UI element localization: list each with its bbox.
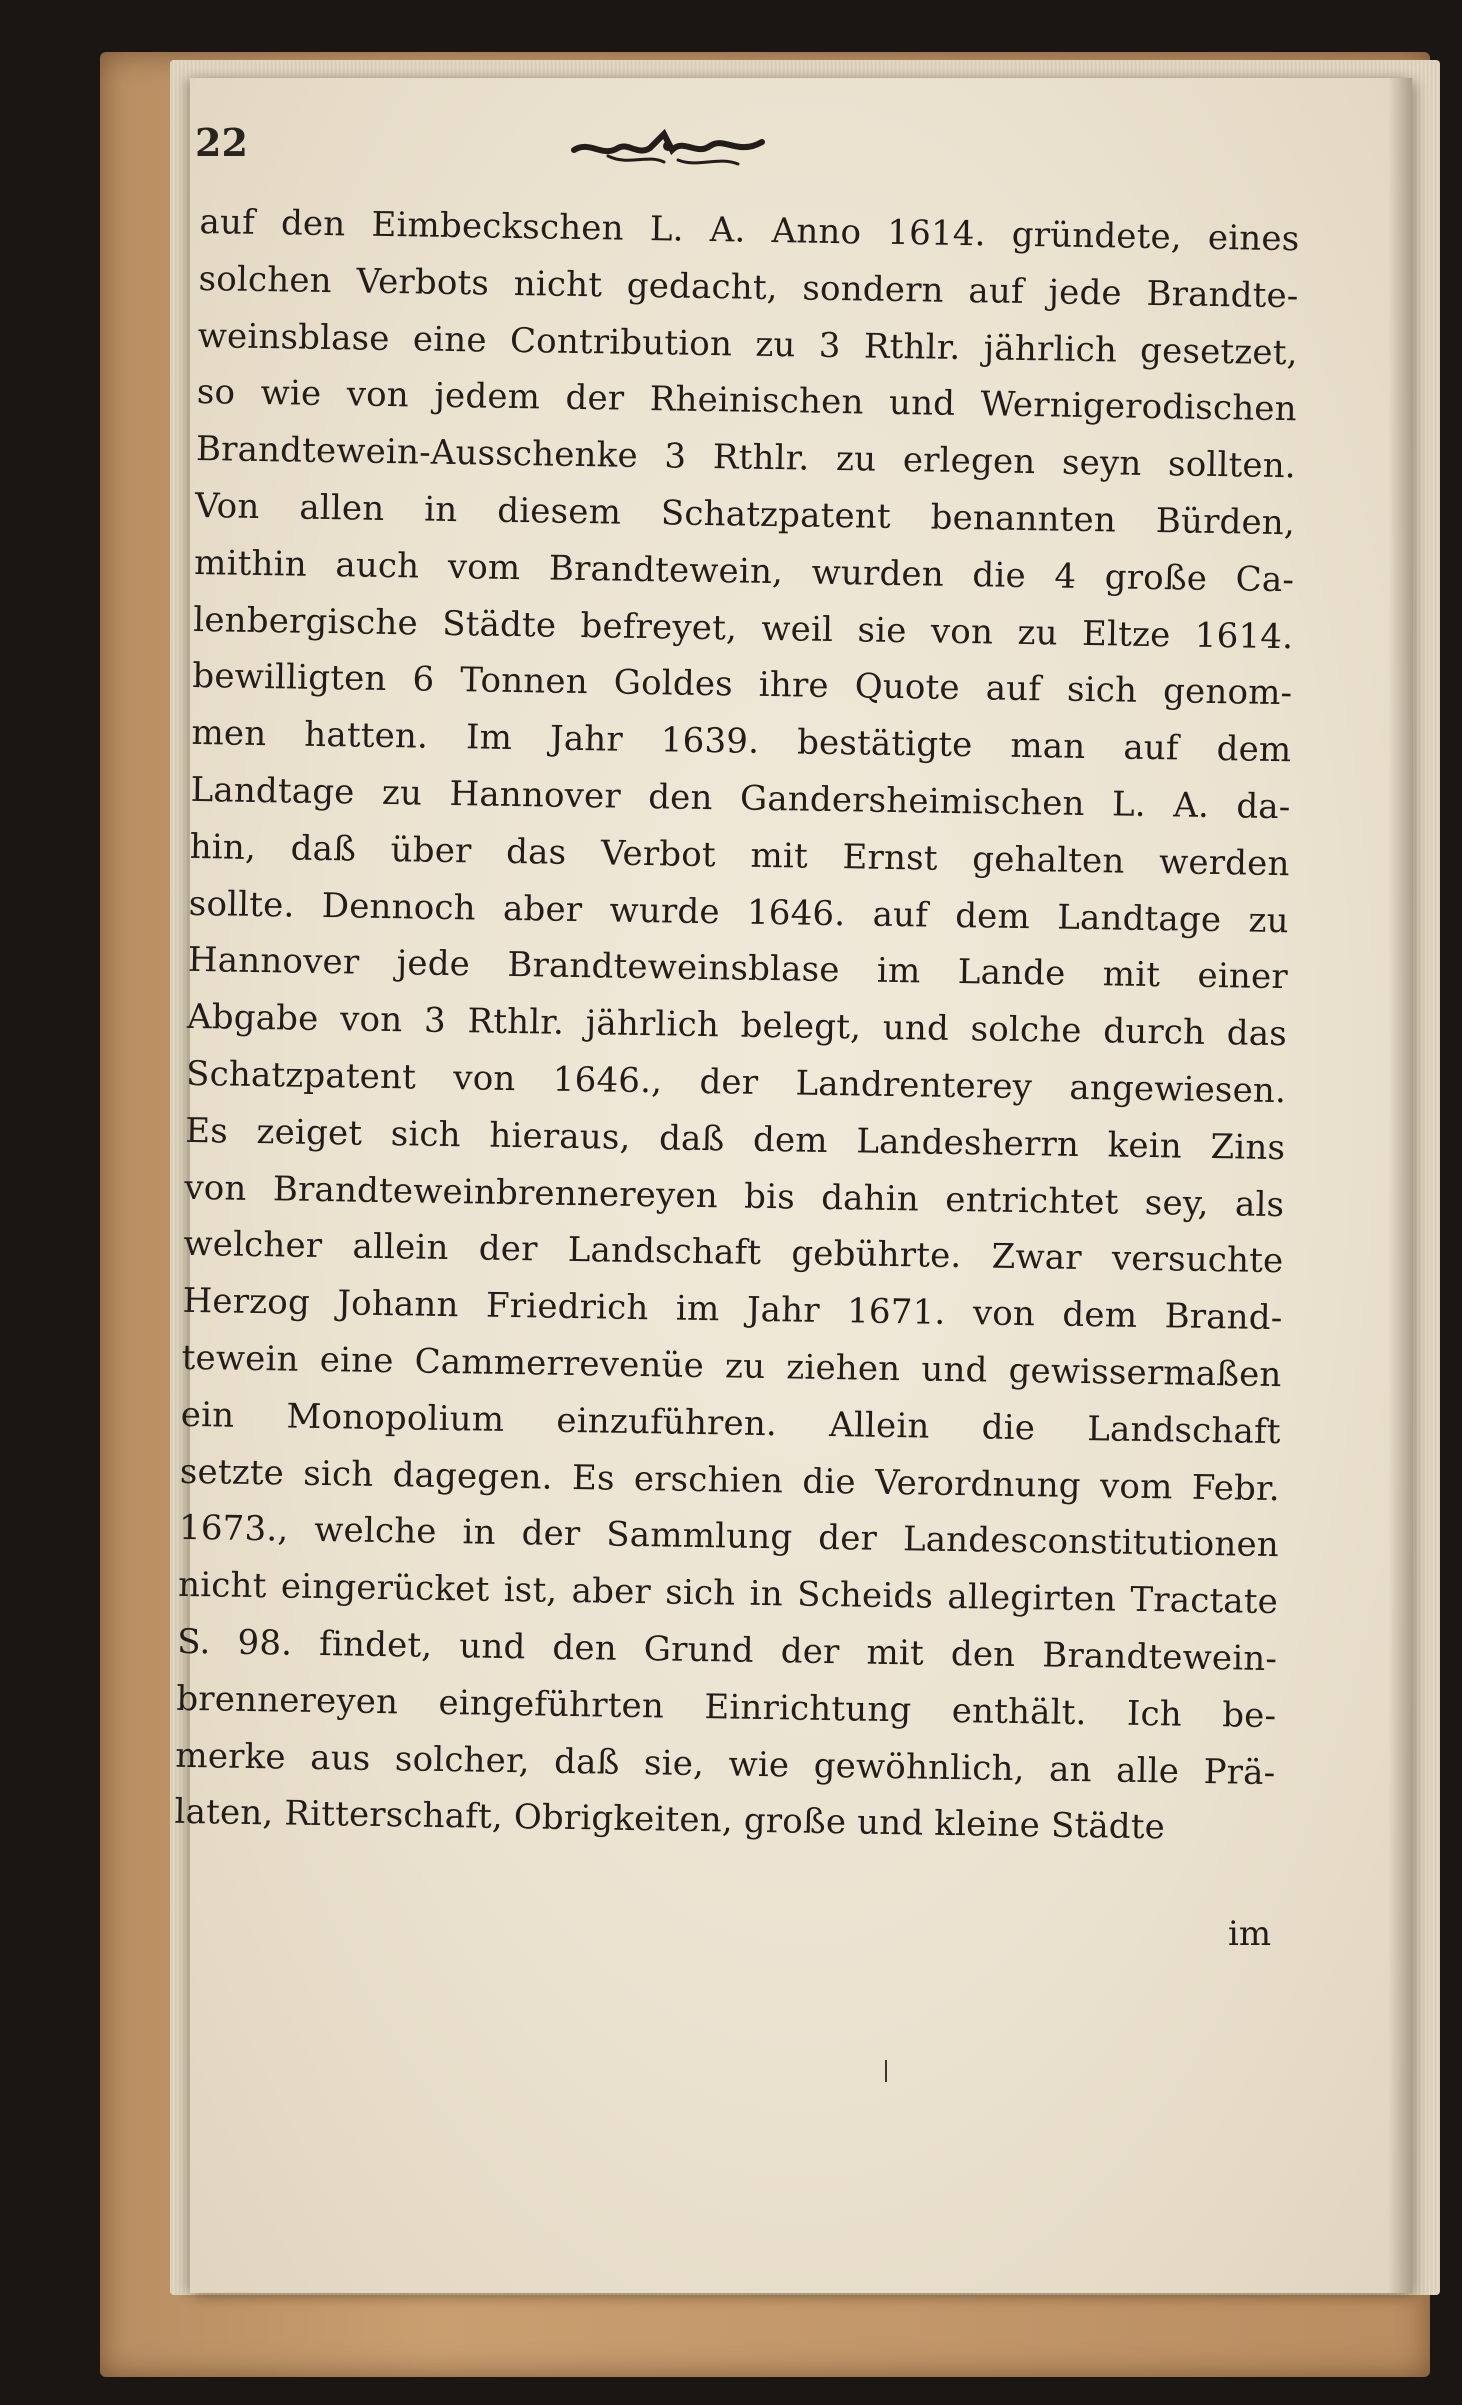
page-speck — [885, 2060, 887, 2082]
text-line: laten, Ritterschaft, Obrigkeiten, große und kleine Städte — [174, 1792, 1166, 1848]
text-line: hin, daß über das Verbot mit Ernst gehalten werden — [189, 826, 1290, 884]
catchword: im — [1228, 1914, 1272, 1954]
text-line: lenbergische Städte befreyet, weil sie von zu Eltze 1614. — [193, 599, 1294, 657]
text-line: tewein eine Cammerrevenüe zu ziehen und gewissermaßen — [181, 1337, 1282, 1396]
text-line: men hatten. Im Jahr 1639. bestätigte man auf dem — [191, 713, 1292, 771]
text-line: sollte. Dennoch aber wurde 1646. auf dem Landtage zu — [188, 883, 1290, 941]
text-line: Landtage zu Hannover den Gandersheimischen L. A. da- — [190, 769, 1291, 828]
text-line: setzte sich dagegen. Es erschien die Verordnung vom Febr. — [179, 1451, 1281, 1509]
text-line: brennereyen eingeführten Einrichtung enthält. Ich be- — [176, 1678, 1277, 1736]
text-line: ein Monopolium einzuführen. Allein die Landschaft — [180, 1394, 1282, 1452]
text-line: merke aus solcher, daß sie, wie gewöhnlich, an alle Prä- — [175, 1735, 1276, 1793]
text-line: mithin auch vom Brandtewein, wurden die 4 große Ca- — [193, 542, 1295, 601]
text-line: Schatzpatent von 1646., der Landrenterey angewiesen. — [185, 1053, 1287, 1112]
text-line: solchen Verbots nicht gedacht, sondern auf jede Brandte- — [198, 258, 1299, 317]
text-line: Herzog Johann Friedrich im Jahr 1671. von dem Brand- — [182, 1281, 1283, 1339]
text-line: S. 98. findet, und den Grund der mit den Brandtewein- — [176, 1621, 1278, 1680]
text-line: von Brandteweinbrennereyen bis dahin entrichtet sey, als — [184, 1167, 1285, 1225]
scroll-ornament-icon — [568, 126, 768, 172]
text-line: Von allen in diesem Schatzpatent benannten Bürden, — [194, 485, 1296, 544]
page-gutter-shadow — [1388, 78, 1412, 2293]
text-line: nicht eingerücket ist, aber sich in Scheids allegirten Tractate — [177, 1564, 1279, 1623]
text-line: welcher allein der Landschaft gebührte. Zwar versuchte — [183, 1224, 1284, 1282]
text-line: so wie von jedem der Rheinischen und Wernigerodischen — [196, 372, 1298, 430]
text-line: Brandtewein-Ausschenke 3 Rthlr. zu erlegen seyn sollten. — [195, 429, 1297, 487]
text-line: auf den Eimbeckschen L. A. Anno 1614. gründete, eines — [199, 201, 1300, 260]
text-line: Es zeiget sich hieraus, daß dem Landesherrn kein Zins — [184, 1110, 1286, 1168]
body-text — [174, 194, 1300, 1858]
text-line: weinsblase eine Contribution zu 3 Rthlr. jährlich gesetzet, — [197, 315, 1298, 373]
text-line: Hannover jede Brandteweinsblase im Lande mit einer — [187, 940, 1289, 998]
page-number: 22 — [195, 120, 248, 165]
text-line: Abgabe von 3 Rthlr. jährlich belegt, und solche durch das — [186, 997, 1288, 1055]
text-line: 1673., welche in der Sammlung der Landesconstitutionen — [178, 1508, 1280, 1566]
text-line: bewilligten 6 Tonnen Goldes ihre Quote auf sich genom- — [192, 656, 1293, 714]
